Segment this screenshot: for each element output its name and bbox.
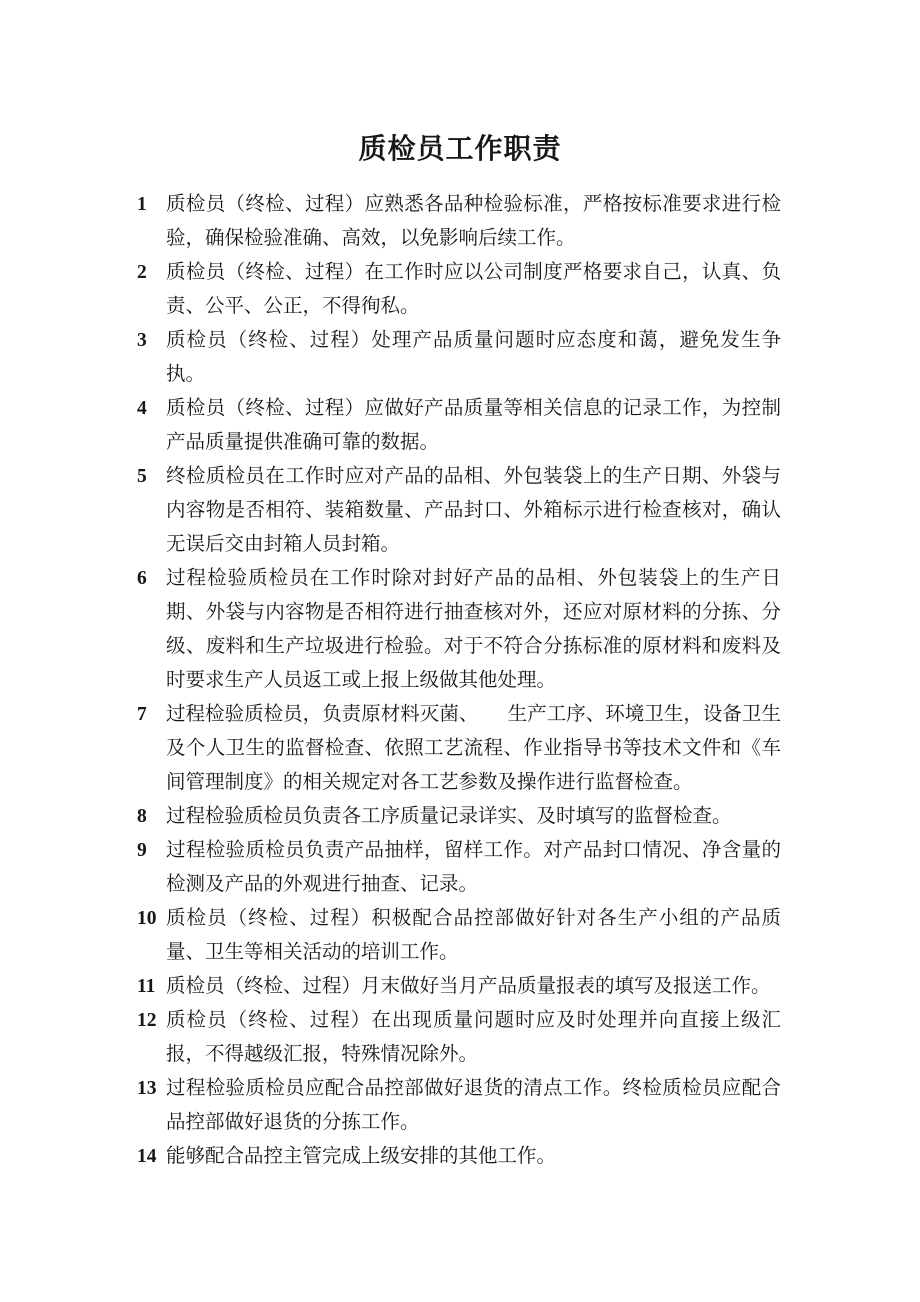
item-text: 质检员（终检、过程）在工作时应以公司制度严格要求自己，认真、负责、公平、公正，不得徇私。 (166, 261, 781, 317)
list-item (137, 562, 781, 698)
list-item (137, 800, 781, 834)
item-number: 8 (137, 805, 147, 827)
item-number: 11 (137, 975, 156, 997)
list-item (137, 188, 781, 256)
list-item (137, 392, 781, 460)
item-number: 5 (137, 465, 147, 487)
item-text: 过程检验质检员，负责原材料灭菌、 生产工序、环境卫生，设备卫生及个人卫生的监督检查、依照工艺流程、作业指导书等技术文件和《车间管理制度》的相关规定对各工艺参数及操作进行监督检查。 (166, 703, 781, 793)
item-number: 6 (137, 567, 147, 589)
item-number: 10 (137, 907, 157, 929)
item-text: 过程检验质检员在工作时除对封好产品的品相、外包装袋上的生产日期、外袋与内容物是否相符进行抽查核对外，还应对原材料的分拣、分级、废料和生产垃圾进行检验。对于不符合分拣标准的原材料和废料及时要求生产人员返工或上报上级做其他处理。 (166, 567, 781, 691)
list-item (137, 698, 781, 800)
item-number: 12 (137, 1009, 157, 1031)
responsibility-list (137, 188, 781, 1174)
item-text: 质检员（终检、过程）应熟悉各品种检验标准，严格按标准要求进行检验，确保检验准确、高效，以免影响后续工作。 (166, 193, 781, 249)
item-number: 3 (137, 329, 147, 351)
item-number: 2 (137, 261, 147, 283)
item-text: 质检员（终检、过程）处理产品质量问题时应态度和蔼，避免发生争执。 (166, 329, 781, 385)
item-text: 质检员（终检、过程）应做好产品质量等相关信息的记录工作，为控制产品质量提供准确可靠的数据。 (166, 397, 781, 453)
item-number: 1 (137, 193, 147, 215)
item-number: 9 (137, 839, 147, 861)
item-number: 4 (137, 397, 147, 419)
list-item (137, 970, 781, 1004)
list-item (137, 460, 781, 562)
item-number: 13 (137, 1077, 157, 1099)
item-text: 过程检验质检员负责各工序质量记录详实、及时填写的监督检查。 (166, 805, 732, 827)
item-text: 质检员（终检、过程）积极配合品控部做好针对各生产小组的产品质量、卫生等相关活动的培训工作。 (166, 907, 781, 963)
list-item (137, 902, 781, 970)
list-item (137, 1004, 781, 1072)
list-item (137, 1140, 781, 1174)
item-text: 能够配合品控主管完成上级安排的其他工作。 (166, 1145, 557, 1167)
list-item (137, 324, 781, 392)
item-number: 7 (137, 703, 147, 725)
item-text: 过程检验质检员应配合品控部做好退货的清点工作。终检质检员应配合品控部做好退货的分拣工作。 (166, 1077, 781, 1133)
item-text: 过程检验质检员负责产品抽样，留样工作。对产品封口情况、净含量的检测及产品的外观进行抽查、记录。 (166, 839, 781, 895)
list-item (137, 1072, 781, 1140)
item-text: 质检员（终检、过程）月末做好当月产品质量报表的填写及报送工作。 (166, 975, 771, 997)
item-text: 终检质检员在工作时应对产品的品相、外包装袋上的生产日期、外袋与内容物是否相符、装箱数量、产品封口、外箱标示进行检查核对，确认无误后交由封箱人员封箱。 (166, 465, 781, 555)
list-item (137, 834, 781, 902)
list-item (137, 256, 781, 324)
item-text: 质检员（终检、过程）在出现质量问题时应及时处理并向直接上级汇报，不得越级汇报，特殊情况除外。 (166, 1009, 781, 1065)
item-number: 14 (137, 1145, 157, 1167)
document-title: 质检员工作职责 (358, 133, 562, 165)
